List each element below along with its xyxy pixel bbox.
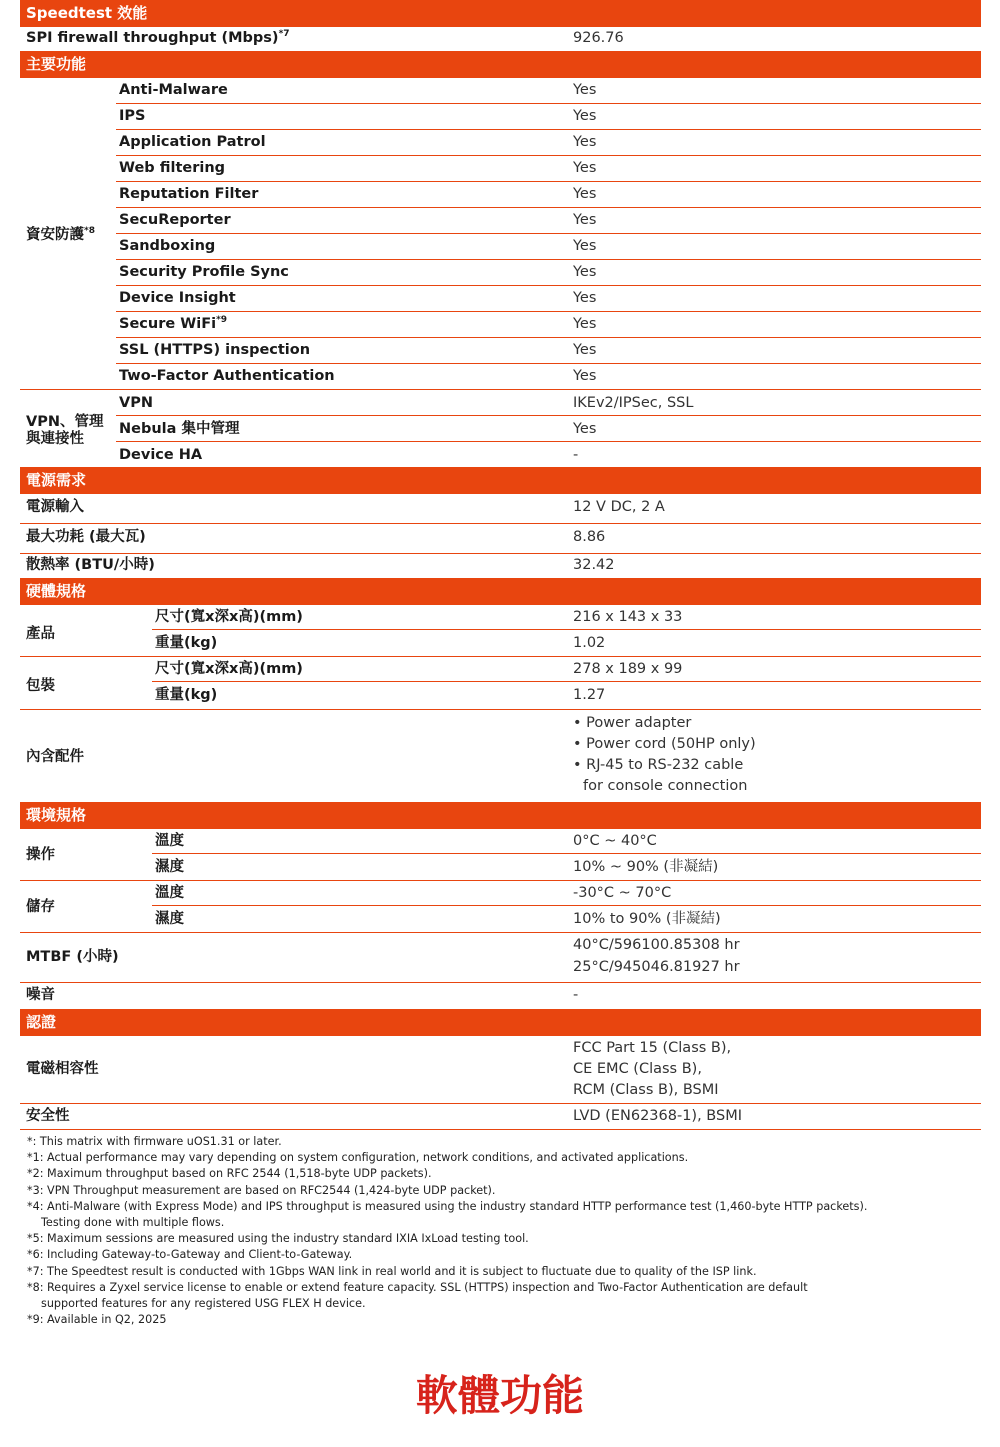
st-temp-value: -30°C ~ 70°C	[573, 885, 672, 901]
feature-value: Yes	[573, 238, 597, 254]
power-value: 8.86	[573, 529, 606, 545]
feature-name: SSL (HTTPS) inspection	[119, 342, 311, 358]
feature-label	[119, 340, 310, 360]
feature-value: Yes	[573, 186, 597, 202]
feature-value: -	[573, 447, 579, 463]
feature-value: Yes	[573, 82, 597, 98]
section-hardware: 硬體規格	[20, 578, 981, 605]
emc-value: CE EMC (Class B),	[573, 1061, 702, 1077]
divider	[152, 629, 981, 630]
feature-label	[119, 132, 266, 152]
mtbf-value: 25°C/945046.81927 hr	[573, 959, 740, 975]
page-title: 軟體功能	[415, 1371, 584, 1420]
package-dim-label: 尺寸(寬x深x高)(mm)	[155, 661, 303, 677]
feature-value: Yes	[573, 160, 597, 176]
mtbf-label: MTBF (小時)	[26, 949, 119, 965]
vpn-group-label-2: 與連接性	[26, 431, 84, 447]
feature-name: Application Patrol	[119, 134, 266, 150]
divider	[116, 207, 981, 208]
divider	[116, 181, 981, 182]
feature-label	[119, 184, 258, 204]
feature-value: Yes	[573, 368, 597, 384]
feature-value: Yes	[573, 212, 597, 228]
feature-name: Security Profile Sync	[119, 264, 289, 280]
power-value: 12 V DC, 2 A	[573, 499, 665, 515]
divider	[116, 259, 981, 260]
power-label: 電源輸入	[26, 499, 84, 515]
speedtest-note: *7	[278, 29, 290, 40]
feature-name: Two-Factor Authentication	[119, 368, 335, 384]
feature-label	[119, 158, 225, 178]
feature-value: Yes	[573, 264, 597, 280]
op-temp-label: 溫度	[155, 833, 184, 849]
product-weight-label: 重量(kg)	[155, 635, 218, 651]
feature-value: Yes	[573, 290, 597, 306]
feature-name: Web filtering	[119, 160, 226, 176]
divider	[152, 853, 981, 854]
feature-value: Yes	[573, 134, 597, 150]
divider	[20, 1129, 981, 1130]
speedtest-label: SPI firewall throughput (Mbps)$^{*7}$	[26, 29, 290, 46]
section-power: 電源需求	[20, 467, 981, 494]
accessory-item: • RJ-45 to RS-232 cable	[573, 757, 744, 773]
section-certification: 認證	[20, 1009, 981, 1036]
emc-label: 電磁相容性	[26, 1061, 99, 1077]
footnote: *1: Actual performance may vary depending on system configuration, network conditions, and activated applications.	[27, 1151, 689, 1165]
package-weight-value: 1.27	[573, 687, 606, 703]
divider	[20, 880, 981, 881]
divider	[116, 233, 981, 234]
divider	[116, 103, 981, 104]
product-dim-label: 尺寸(寬x深x高)(mm)	[155, 609, 303, 625]
divider	[20, 656, 981, 657]
footnote: *8: Requires a Zyxel service license to enable or extend feature capacity. SSL (HTTPS) inspection and Two-Factor Authentication are default	[27, 1280, 808, 1294]
footnote: Testing done with multiple flows.	[41, 1216, 225, 1230]
feature-value: Yes	[573, 342, 597, 358]
feature-label	[119, 236, 215, 256]
footnote: *6: Including Gateway-to-Gateway and Client-to-Gateway.	[27, 1248, 353, 1262]
feature-name: Secure WiFi	[119, 316, 217, 332]
product-label: 產品	[26, 626, 55, 642]
divider	[20, 932, 981, 933]
st-humidity-label: 濕度	[155, 911, 184, 927]
footnotes	[27, 1134, 987, 1328]
divider	[116, 415, 981, 416]
operating-label: 操作	[26, 847, 55, 863]
feature-name: Sandboxing	[119, 238, 216, 254]
feature-label	[119, 106, 145, 126]
power-label: 最大功耗 (最大瓦)	[26, 529, 146, 545]
mtbf-value: 40°C/596100.85308 hr	[573, 937, 740, 953]
vpn-group-label-1: VPN、管理	[26, 414, 104, 430]
storage-label: 儲存	[26, 899, 55, 915]
divider	[20, 982, 981, 983]
package-weight-label: 重量(kg)	[155, 687, 218, 703]
feature-name: SecuReporter	[119, 212, 231, 228]
op-humidity-label: 濕度	[155, 859, 184, 875]
product-weight-value: 1.02	[573, 635, 606, 651]
feature-label: Nebula 集中管理	[119, 421, 240, 437]
noise-label: 噪音	[26, 987, 55, 1003]
feature-value: Yes	[573, 421, 597, 437]
st-humidity-value: 10% to 90% (非凝結)	[573, 911, 721, 927]
emc-value: FCC Part 15 (Class B),	[573, 1040, 732, 1056]
footnote: supported features for any registered USG FLEX H device.	[41, 1297, 366, 1311]
feature-label	[119, 366, 335, 386]
feature-note: *9	[216, 315, 228, 326]
safety-value: LVD (EN62368-1), BSMI	[573, 1108, 742, 1124]
feature-name: Reputation Filter	[119, 186, 259, 202]
package-label: 包裝	[26, 678, 55, 694]
feature-label	[119, 288, 236, 308]
power-label: 散熱率 (BTU/小時)	[26, 557, 155, 573]
divider	[116, 129, 981, 130]
footnote: *5: Maximum sessions are measured using the industry standard IXIA IxLoad testing tool.	[27, 1232, 529, 1246]
footnote: *7: The Speedtest result is conducted with 1Gbps WAN link in real world and it is subject to fluctuate due to quality of the ISP link.	[27, 1264, 757, 1278]
speedtest-value: 926.76	[573, 30, 624, 46]
feature-value: Yes	[573, 108, 597, 124]
divider	[116, 155, 981, 156]
divider	[152, 905, 981, 906]
footnote: *4: Anti-Malware (with Express Mode) and IPS throughput is measured using the industry standard HTTP performance test (1,460-byte HTTP packets).	[27, 1199, 868, 1213]
divider	[116, 441, 981, 442]
st-temp-label: 溫度	[155, 885, 184, 901]
feature-label	[119, 80, 228, 100]
divider	[20, 523, 981, 524]
feature-label: VPN	[119, 395, 153, 411]
feature-label: Device HA	[119, 447, 203, 463]
feature-name: IPS	[119, 108, 146, 124]
section-speedtest: Speedtest 效能	[20, 0, 981, 27]
feature-label	[119, 314, 227, 334]
section-main-features: 主要功能	[20, 51, 981, 78]
safety-label: 安全性	[26, 1108, 70, 1124]
footnote: *9: Available in Q2, 2025	[27, 1313, 167, 1327]
divider	[20, 709, 981, 710]
accessory-item: • Power adapter	[573, 715, 692, 731]
accessories-label: 內含配件	[26, 749, 84, 765]
divider	[20, 553, 981, 554]
divider	[116, 285, 981, 286]
noise-value: -	[573, 987, 579, 1003]
accessory-item: for console connection	[583, 778, 748, 794]
accessory-item: • Power cord (50HP only)	[573, 736, 756, 752]
divider	[20, 1103, 981, 1104]
package-dim-value: 278 x 189 x 99	[573, 661, 683, 677]
footnote: *3: VPN Throughput measurement are based on RFC2544 (1,424-byte UDP packet).	[27, 1183, 496, 1197]
security-group-label: 資安防護$^{*8}$	[26, 226, 95, 243]
feature-label	[119, 210, 231, 230]
feature-label	[119, 262, 289, 282]
power-value: 32.42	[573, 557, 615, 573]
divider	[20, 389, 981, 390]
divider	[116, 311, 981, 312]
feature-name: Device Insight	[119, 290, 236, 306]
product-dim-value: 216 x 143 x 33	[573, 609, 683, 625]
op-humidity-value: 10% ~ 90% (非凝結)	[573, 859, 719, 875]
feature-value: Yes	[573, 316, 597, 332]
emc-value: RCM (Class B), BSMI	[573, 1082, 719, 1098]
divider	[116, 363, 981, 364]
feature-name: Anti-Malware	[119, 82, 228, 98]
divider	[116, 337, 981, 338]
section-environment: 環境規格	[20, 802, 981, 829]
feature-value: IKEv2/IPSec, SSL	[573, 395, 694, 411]
footnote: *: This matrix with firmware uOS1.31 or later.	[27, 1135, 282, 1148]
op-temp-value: 0°C ~ 40°C	[573, 833, 657, 849]
footnote: *2: Maximum throughput based on RFC 2544 (1,518-byte UDP packets).	[27, 1167, 432, 1181]
divider	[152, 681, 981, 682]
